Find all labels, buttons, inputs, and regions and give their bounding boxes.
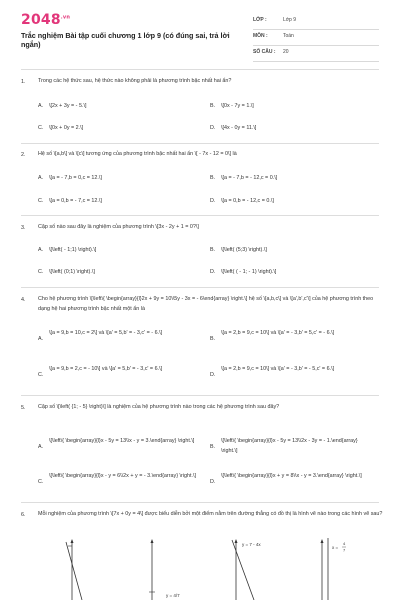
graph-label: 7 (343, 547, 346, 553)
graph-option-c[interactable] (218, 538, 298, 600)
arrow-icon (235, 539, 238, 543)
arrow-icon (321, 539, 324, 543)
arrow-icon (151, 539, 154, 543)
graph-label: x = (332, 545, 339, 550)
graph-option-a[interactable] (46, 538, 116, 600)
graph-label: 4 (343, 541, 346, 546)
graph-line (66, 542, 82, 600)
graph-option-b[interactable] (130, 538, 200, 600)
arrow-icon (71, 539, 74, 543)
divider (21, 215, 379, 216)
divider (21, 69, 379, 70)
meta-row-subject: MÔN : Toán (253, 30, 379, 46)
meta-row-count: SỐ CÂU : 20 (253, 46, 379, 62)
divider (21, 287, 379, 288)
graph-label: y = 4/7 (166, 593, 180, 598)
graph-line (232, 540, 254, 600)
divider (21, 395, 379, 396)
divider (21, 143, 379, 144)
meta-info (253, 14, 379, 62)
worksheet-page: $2048^{.vn}$ Trắc nghiệm Bài tập cuối chương 1 lớp 9 (có đúng sai, trả lời ngắn) LỚP : Lớp 9 MÔN : Toán SỐ CÂU : 20 1. Trong các hệ thức sau, hệ thức nào không phải là phương trình bậc nhất hai ẩn? A. \[2x + 3y = - 5.\] B. \[0x - 7y = 1.\] C. \[0x + 0y = 2.\] D. \[4x - 0y = 11.\] 2. Hệ số \[a,b\] và \[c\] tương ứng của phương trình bậc nhất hai ẩn \[ - 7x - 12 = 0\] là A. \[a = - 7,b = 0,c = 12.\] B. \[a = - 7,b = - 12,c = 0.\] C. \[a = 0,b = - 7,c = 12.\] D. \[a = 0,b = - 12,c = 0.\] 3. Cặp số nào sau đây là nghiệm của phương trình \[3x - 2y + 1 = 0?\] A. \[\left( - 1;1) \right).\] B. \[\left( (5;3) \right).\] C. \[\left( (0;1) \right).\] D. \[\left( ( - 1; - 1) \right).\] 4. Cho hệ phương trình \[\left\{ \begin{array}{l}2x + 9y = 10\\5y - 3x = - 6\end{array} \right.\] hệ số \[a,b,c\] và \[a',b',c'\] của hệ phương trình theo dạng hệ hai phương trình bậc nhất một ẩn là A. \[a = 9,b = 10,c = 2\] và \[a' = 5,b' = - 3,c' = - 6.\] B. \[a = 2,b = 9,c = 10\] và \[a' = - 3,b' = 5,c' = - 6.\] C. \[a = 9,b = 2,c = - 10\] và \[a' = 5,b' = - 3,c' = 6.\] D. \[a = 2,b = 9,c = 10\] và \[a' = - 3,b' = - 5,c' = 6.\] 5. Cặp số \[\left( {1; - 5} \right)\] là nghiệm của hệ phương trình nào trong các hệ phương trình sau đây? A. \[\left\{ \begin{array}{l}x - 5y = 13\\x - y = 3.\end{array} \right.\] B. \[\left\{ \begin{array}{l}x - 5y = 13\\2x - 3y = - 1.\end{array} \right.\] C. \[\left\{ \begin{array}{l}x - y = 6\\2x + y = - 3.\end{array} \right.\] D. \[\left\{ \begin{array}{l}x + y = 8\\x - y = 3.\end{array} \right.\] 6. Mỗi nghiệm của phương trình \[7x + 0y = 4\] được biểu diễn bởi một điểm nằm trên đường thẳng có đồ thị là hình vẽ nào trong các hình vẽ sau? y = 4/7 y = 7 - 4x x = 4 7 (21, 12, 383, 598)
page-title: Trắc nghiệm Bài tập cuối chương 1 lớp 9 (có đúng sai, trả lời ngắn) (21, 31, 230, 49)
divider (21, 502, 379, 503)
graph-label: y = 7 - 4x (242, 542, 261, 547)
graph-option-d[interactable] (308, 538, 378, 600)
meta-row-class: LỚP : Lớp 9 (253, 14, 379, 30)
site-logo[interactable]: $2048^{.vn}$ (21, 12, 71, 28)
